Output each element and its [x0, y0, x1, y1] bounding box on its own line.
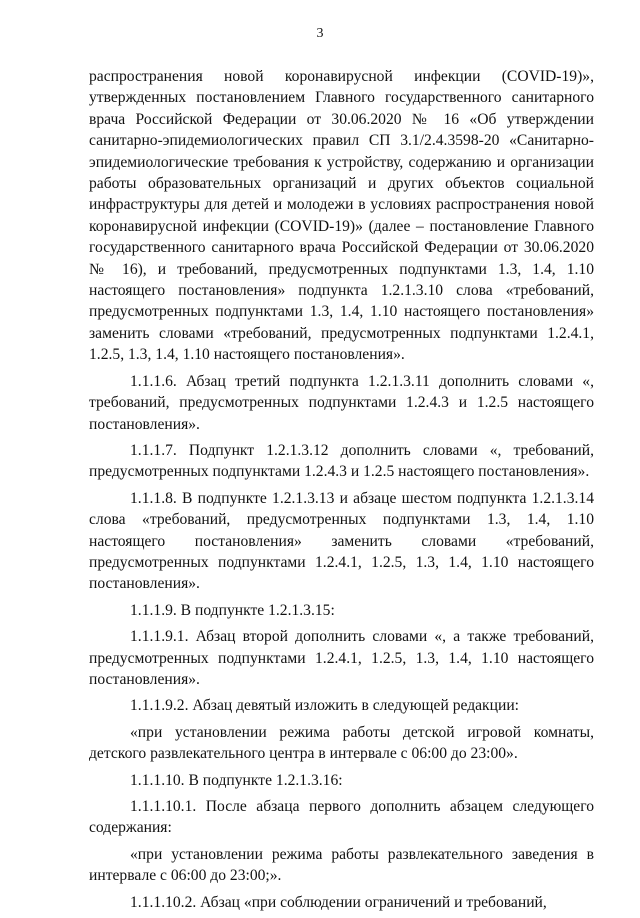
paragraph: 1.1.1.9.1. Абзац второй дополнить словами «, а также требований, предусмотренных подпунктами 1.2.4.1, 1.2.5, 1.3, 1.4, 1.10 настоящего постановления». [89, 628, 594, 688]
paragraph: распространения новой коронавирусной инфекции (COVID-19)», утвержденных постановлением Главного государственного санитарного врача Российской Федерации от 30.06.2020 № 16 «Об утверждении санитарно-эпидемиологических правил СП 3.1/2.4.3598-20 «Санитарно-эпидемиологические требования к устройству, содержанию и организации работы образовательных организаций и других объектов социальной инфраструктуры для детей и молодежи в условиях распространения новой коронавирусной инфекции (COVID-19)» (далее – постановление Главного государственного санитарного врача Российской Федерации от 30.06.2020 № 16), и требований, предусмотренных подпунктами 1.3, 1.4, 1.10 настоящего постановления» подпункта 1.2.1.3.10 слова «требований, предусмотренных подпунктами 1.3, 1.4, 1.10 настоящего постановления» заменить словами «требований, предусмотренных подпунктами 1.2.4.1, 1.2.5, 1.3, 1.4, 1.10 настоящего постановления». [89, 68, 594, 364]
paragraph: 1.1.1.10. В подпункте 1.2.1.3.16: [130, 771, 343, 789]
paragraph: 1.1.1.6. Абзац третий подпункта 1.2.1.3.11 дополнить словами «, требований, предусмотренных подпунктами 1.2.4.3 и 1.2.5 настоящего постановления». [89, 372, 594, 433]
paragraph: «при установлении режима работы развлекательного заведения в интервале с 06:00 до 23:00;». [89, 845, 594, 885]
paragraph: 1.1.1.10.2. Абзац «при соблюдении ограничений и требований, [130, 893, 547, 911]
paragraph: 1.1.1.9. В подпункте 1.2.1.3.15: [130, 601, 335, 619]
paragraph: 1.1.1.8. В подпункте 1.2.1.3.13 и абзаце шестом подпункта 1.2.1.3.14 слова «требований, предусмотренных подпунктами 1.3, 1.4, 1.10 настоящего постановления» заменить словами «требований, предусмотренных подпунктами 1.2.4.1, 1.2.5, 1.3, 1.4, 1.10 настоящего постановления». [89, 489, 594, 593]
paragraph: «при установлении режима работы детской игровой комнаты, детского развлекательного центра в интервале с 06:00 до 23:00». [89, 723, 594, 763]
paragraph: 1.1.1.7. Подпункт 1.2.1.3.12 дополнить словами «, требований, предусмотренных подпунктами 1.2.4.3 и 1.2.5 настоящего постановления». [89, 441, 594, 481]
document-body [89, 66, 594, 918]
paragraph: 1.1.1.10.1. После абзаца первого дополнить абзацем следующего содержания: [89, 798, 594, 837]
paragraph: 1.1.1.9.2. Абзац девятый изложить в следующей редакции: [130, 697, 520, 715]
page-number: 3 [316, 26, 324, 41]
